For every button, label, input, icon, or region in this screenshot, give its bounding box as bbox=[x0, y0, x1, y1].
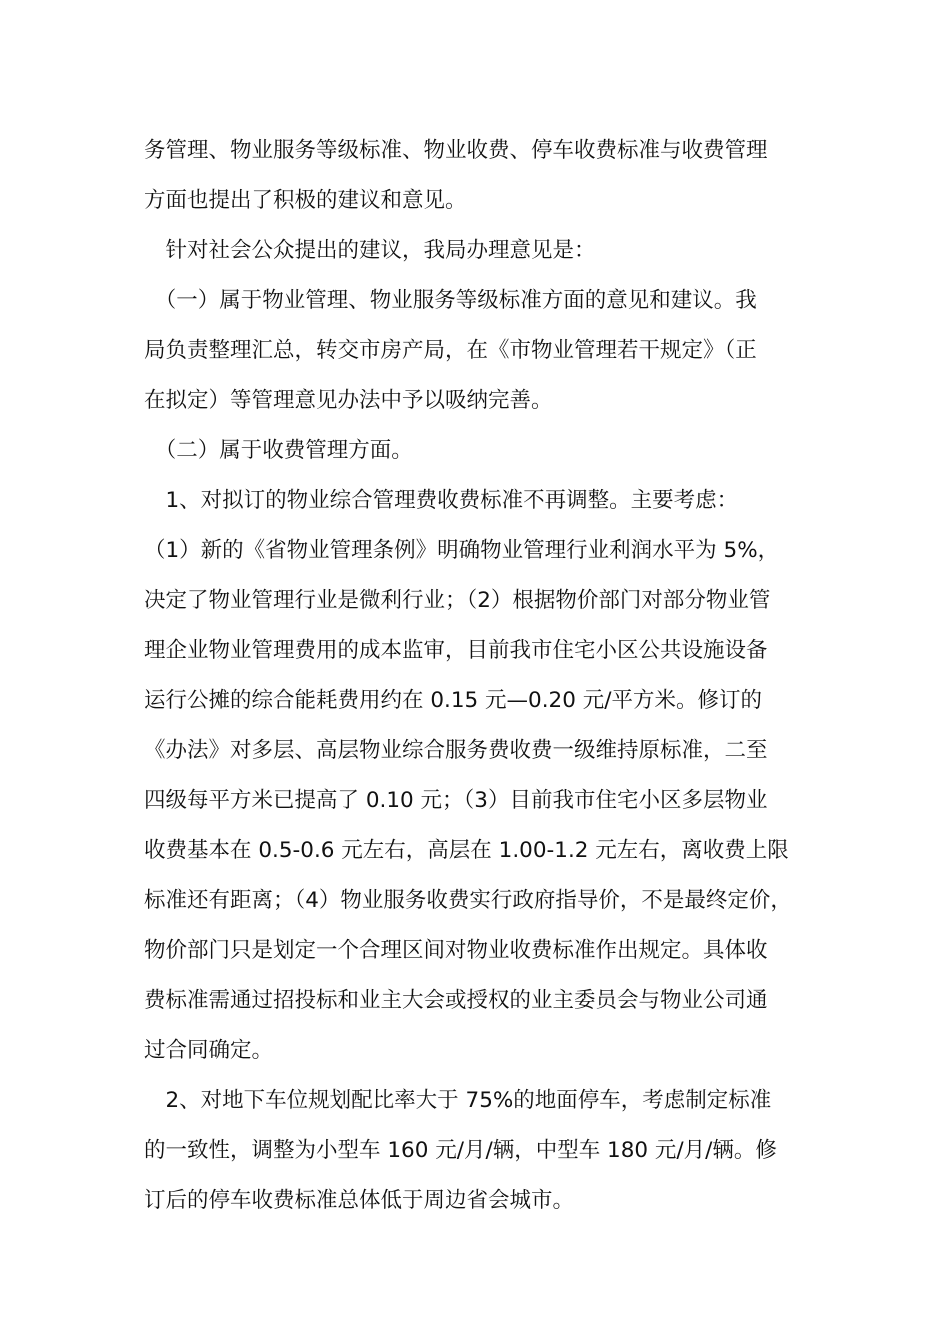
text-line: 收费基本在 0.5-0.6 元左右，高层在 1.00-1.2 元左右，离收费上限 bbox=[144, 838, 789, 863]
text-line: 的一致性，调整为小型车 160 元/月/辆，中型车 180 元/月/辆。修 bbox=[144, 1138, 777, 1163]
text-line: （一）属于物业管理、物业服务等级标准方面的意见和建议。我 bbox=[144, 288, 757, 313]
text-line: 运行公摊的综合能耗费用约在 0.15 元—0.20 元/平方米。修订的 bbox=[144, 688, 762, 713]
text-line: 务管理、物业服务等级标准、物业收费、停车收费标准与收费管理 bbox=[144, 138, 768, 163]
text-line: 1、对拟订的物业综合管理费收费标准不再调整。主要考虑： bbox=[144, 488, 739, 513]
text-line: 标准还有距离；（4）物业服务收费实行政府指导价，不是最终定价， bbox=[144, 888, 792, 913]
text-line: 在拟定）等管理意见办法中予以吸纳完善。 bbox=[144, 388, 553, 413]
text-line: 费标准需通过招投标和业主大会或授权的业主委员会与物业公司通 bbox=[144, 988, 768, 1013]
text-line: 决定了物业管理行业是微利行业；（2）根据物价部门对部分物业管 bbox=[144, 588, 771, 613]
text-line: 方面也提出了积极的建议和意见。 bbox=[144, 188, 467, 213]
text-line: 订后的停车收费标准总体低于周边省会城市。 bbox=[144, 1188, 575, 1213]
text-line: 物价部门只是划定一个合理区间对物业收费标准作出规定。具体收 bbox=[144, 938, 768, 963]
text-line: 四级每平方米已提高了 0.10 元；（3）目前我市住宅小区多层物业 bbox=[144, 788, 768, 813]
body-text bbox=[144, 126, 808, 1226]
text-line: 过合同确定。 bbox=[144, 1038, 274, 1063]
text-line: 理企业物业管理费用的成本监审，目前我市住宅小区公共设施设备 bbox=[144, 638, 768, 663]
text-line: （二）属于收费管理方面。 bbox=[144, 438, 413, 463]
text-line: 2、对地下车位规划配比率大于 75%的地面停车，考虑制定标准 bbox=[144, 1088, 772, 1113]
text-line: 《办法》对多层、高层物业综合服务费收费一级维持原标准，二至 bbox=[144, 738, 768, 763]
text-line: 局负责整理汇总，转交市房产局，在《市物业管理若干规定》（正 bbox=[144, 338, 757, 363]
text-line: 针对社会公众提出的建议，我局办理意见是： bbox=[144, 238, 596, 263]
text-line: （1）新的《省物业管理条例》明确物业管理行业利润水平为 5%， bbox=[144, 538, 780, 563]
